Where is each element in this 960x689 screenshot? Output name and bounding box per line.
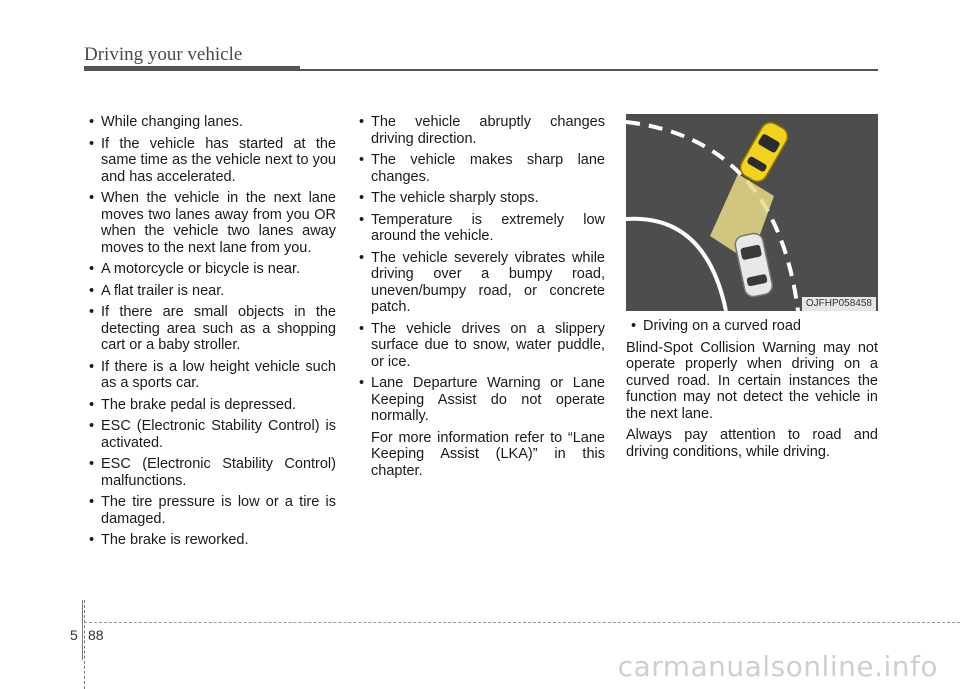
- body-paragraph: Always pay attention to road and driving conditions, while driving.: [626, 427, 878, 460]
- site-watermark: carmanualsonline.info: [617, 650, 938, 683]
- figure-code-label: OJFHP058458: [802, 297, 876, 311]
- page-number: 88: [88, 627, 104, 643]
- column-1: [84, 114, 336, 554]
- list-item: • The vehicle severely vibrates while driving over a bumpy road, uneven/bumpy road, or concrete patch.: [354, 250, 605, 316]
- curved-road-image: [626, 114, 878, 311]
- list-item: • While changing lanes.: [84, 114, 336, 131]
- list-item: • A motorcycle or bicycle is near.: [84, 261, 336, 278]
- chapter-number: 5: [70, 627, 78, 643]
- list-item: • The brake pedal is depressed.: [84, 397, 336, 414]
- header-rule-thick: [84, 66, 300, 71]
- list-item: • A flat trailer is near.: [84, 283, 336, 300]
- body-paragraph: Blind-Spot Collision Warning may not operate properly when driving on a curved road. In certain instances the function may not detect the vehicle in the next lane.: [626, 339, 878, 422]
- curved-road-illustration: [626, 114, 878, 311]
- list-item: • The vehicle abruptly changes driving direction.: [354, 114, 605, 147]
- column-2: [354, 114, 605, 484]
- list-item: • ESC (Electronic Stability Control) is activated.: [84, 418, 336, 451]
- list-item: • When the vehicle in the next lane moves two lanes away from you OR when the vehicle two lanes away moves to the next lane from you.: [84, 190, 336, 256]
- list-item: • Temperature is extremely low around the vehicle.: [354, 212, 605, 245]
- reference-note: For more information refer to “Lane Keeping Assist (LKA)” in this chapter.: [371, 429, 605, 479]
- header-rule-thin: [300, 69, 878, 71]
- list-item: • The vehicle drives on a slippery surface due to snow, water puddle, or ice.: [354, 321, 605, 371]
- footer-rule-vertical: [82, 600, 83, 660]
- list-item: • The vehicle sharply stops.: [354, 190, 605, 207]
- footer-rule-vertical-dashed: [84, 600, 86, 689]
- list-item: • Driving on a curved road: [626, 318, 878, 335]
- column-3: [626, 114, 878, 465]
- list-item: • ESC (Electronic Stability Control) malfunctions.: [84, 456, 336, 489]
- list-item: • The brake is reworked.: [84, 532, 336, 549]
- list-item: • The vehicle makes sharp lane changes.: [354, 152, 605, 185]
- list-item: • If the vehicle has started at the same time as the vehicle next to you and has accelerated.: [84, 136, 336, 186]
- page-header-title: Driving your vehicle: [84, 44, 243, 65]
- list-item: • The tire pressure is low or a tire is damaged.: [84, 494, 336, 527]
- list-item: • If there is a low height vehicle such as a sports car.: [84, 359, 336, 392]
- footer-rule-horizontal: [84, 622, 960, 623]
- list-item: • Lane Departure Warning or Lane Keeping Assist do not operate normally.: [354, 375, 605, 425]
- list-item: • If there are small objects in the detecting area such as a shopping cart or a baby stroller.: [84, 304, 336, 354]
